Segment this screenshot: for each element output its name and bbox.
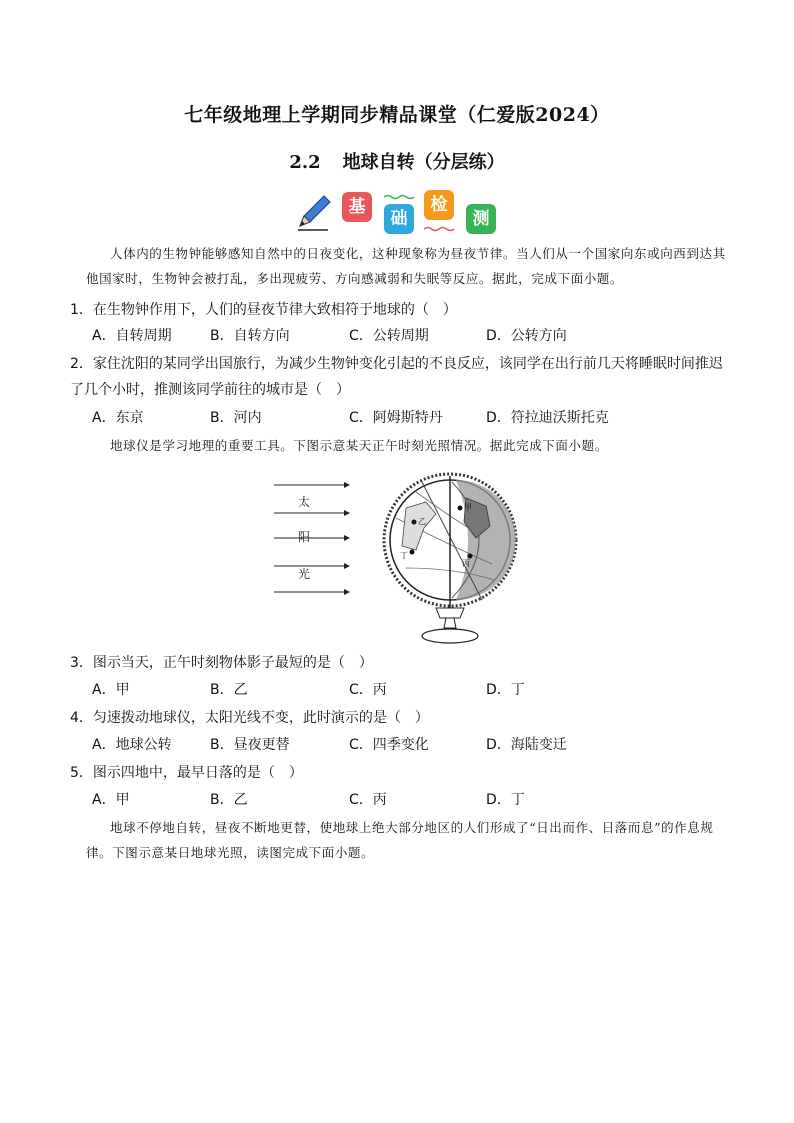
point-jia-label: 甲 <box>464 503 472 512</box>
option-a[interactable]: A．东京 <box>92 410 144 426</box>
option-a[interactable]: A．甲 <box>92 792 130 808</box>
wave-decoration <box>384 194 414 200</box>
option-b[interactable]: B．自转方向 <box>210 328 290 344</box>
passage-2: 地球仪是学习地理的重要工具。下图示意某天正午时刻光照情况。据此完成下面小题。 <box>110 438 608 453</box>
option-a[interactable]: A．自转周期 <box>92 328 172 344</box>
option-d[interactable]: D．丁 <box>486 682 525 698</box>
option-d[interactable]: D．符拉迪沃斯托克 <box>486 410 609 426</box>
badge-chu: 础 <box>384 204 414 234</box>
question-5-stem: 5．图示四地中，最早日落的是（ ） <box>70 765 303 781</box>
question-2-stem: 2．家住沈阳的某同学出国旅行，为减少生物钟变化引起的不良反应，该同学在出行前几天将睡眠时间推迟了几个小时，推测该同学前往的城市是（ ） <box>70 356 723 398</box>
option-c[interactable]: C．阿姆斯特丹 <box>349 410 443 426</box>
question-4-stem: 4．匀速拨动地球仪，太阳光线不变，此时演示的是（ ） <box>70 710 429 726</box>
option-d[interactable]: D．公转方向 <box>486 328 567 344</box>
badge-ji: 基 <box>342 192 372 222</box>
option-a[interactable]: A．甲 <box>92 682 130 698</box>
sunlight-arrows <box>274 482 350 595</box>
point-yi-label: 乙 <box>418 517 426 526</box>
section-heading <box>0 148 794 174</box>
option-d[interactable]: D．丁 <box>486 792 525 808</box>
section-number: 2.2 <box>289 152 321 173</box>
sun-label-1: 太 <box>298 495 311 509</box>
question-1-options <box>92 323 732 349</box>
badge-jian: 检 <box>424 190 454 220</box>
passage-3: 地球不停地自转，昼夜不断地更替，使地球上绝大部分地区的人们形成了“日出而作、日落而息”的作息规律。下图示意某日地球光照，读图完成下面小题。 <box>86 820 714 860</box>
wave-decoration <box>424 226 454 232</box>
globe-sunlight-figure <box>266 468 536 648</box>
question-5-options <box>92 787 732 813</box>
option-b[interactable]: B．乙 <box>210 792 248 808</box>
point-bing-label: 丙 <box>462 559 470 568</box>
question-3-stem: 3．图示当天，正午时刻物体影子最短的是（ ） <box>70 655 373 671</box>
passage-1: 人体内的生物钟能够感知自然中的日夜变化，这种现象称为昼夜节律。当人们从一个国家向东或向西到达其他国家时，生物钟会被打乱，多出现疲劳、方向感减弱和失眠等反应。据此，完成下面小题。 <box>86 246 726 286</box>
option-b[interactable]: B．昼夜更替 <box>210 737 290 753</box>
sun-label-3: 光 <box>298 567 311 581</box>
question-3-options <box>92 677 732 703</box>
basic-test-banner <box>294 188 504 238</box>
pencil-icon <box>294 192 334 232</box>
point-ding-label: 丁 <box>400 551 408 560</box>
badge-ce: 测 <box>466 204 496 234</box>
question-2-options <box>92 405 732 431</box>
option-b[interactable]: B．河内 <box>210 410 262 426</box>
page-title: 七年级地理上学期同步精品课堂（仁爱版2024） <box>184 104 610 126</box>
option-a[interactable]: A．地球公转 <box>92 737 172 753</box>
option-c[interactable]: C．四季变化 <box>349 737 429 753</box>
option-d[interactable]: D．海陆变迁 <box>486 737 567 753</box>
question-1-stem: 1．在生物钟作用下，人们的昼夜节律大致相符于地球的（ ） <box>70 302 457 318</box>
section-title: 地球自转（分层练） <box>342 152 505 173</box>
option-b[interactable]: B．乙 <box>210 682 248 698</box>
option-c[interactable]: C．丙 <box>349 792 387 808</box>
option-c[interactable]: C．公转周期 <box>349 328 429 344</box>
question-4-options <box>92 732 732 758</box>
sun-label-2: 阳 <box>298 530 311 544</box>
option-c[interactable]: C．丙 <box>349 682 387 698</box>
